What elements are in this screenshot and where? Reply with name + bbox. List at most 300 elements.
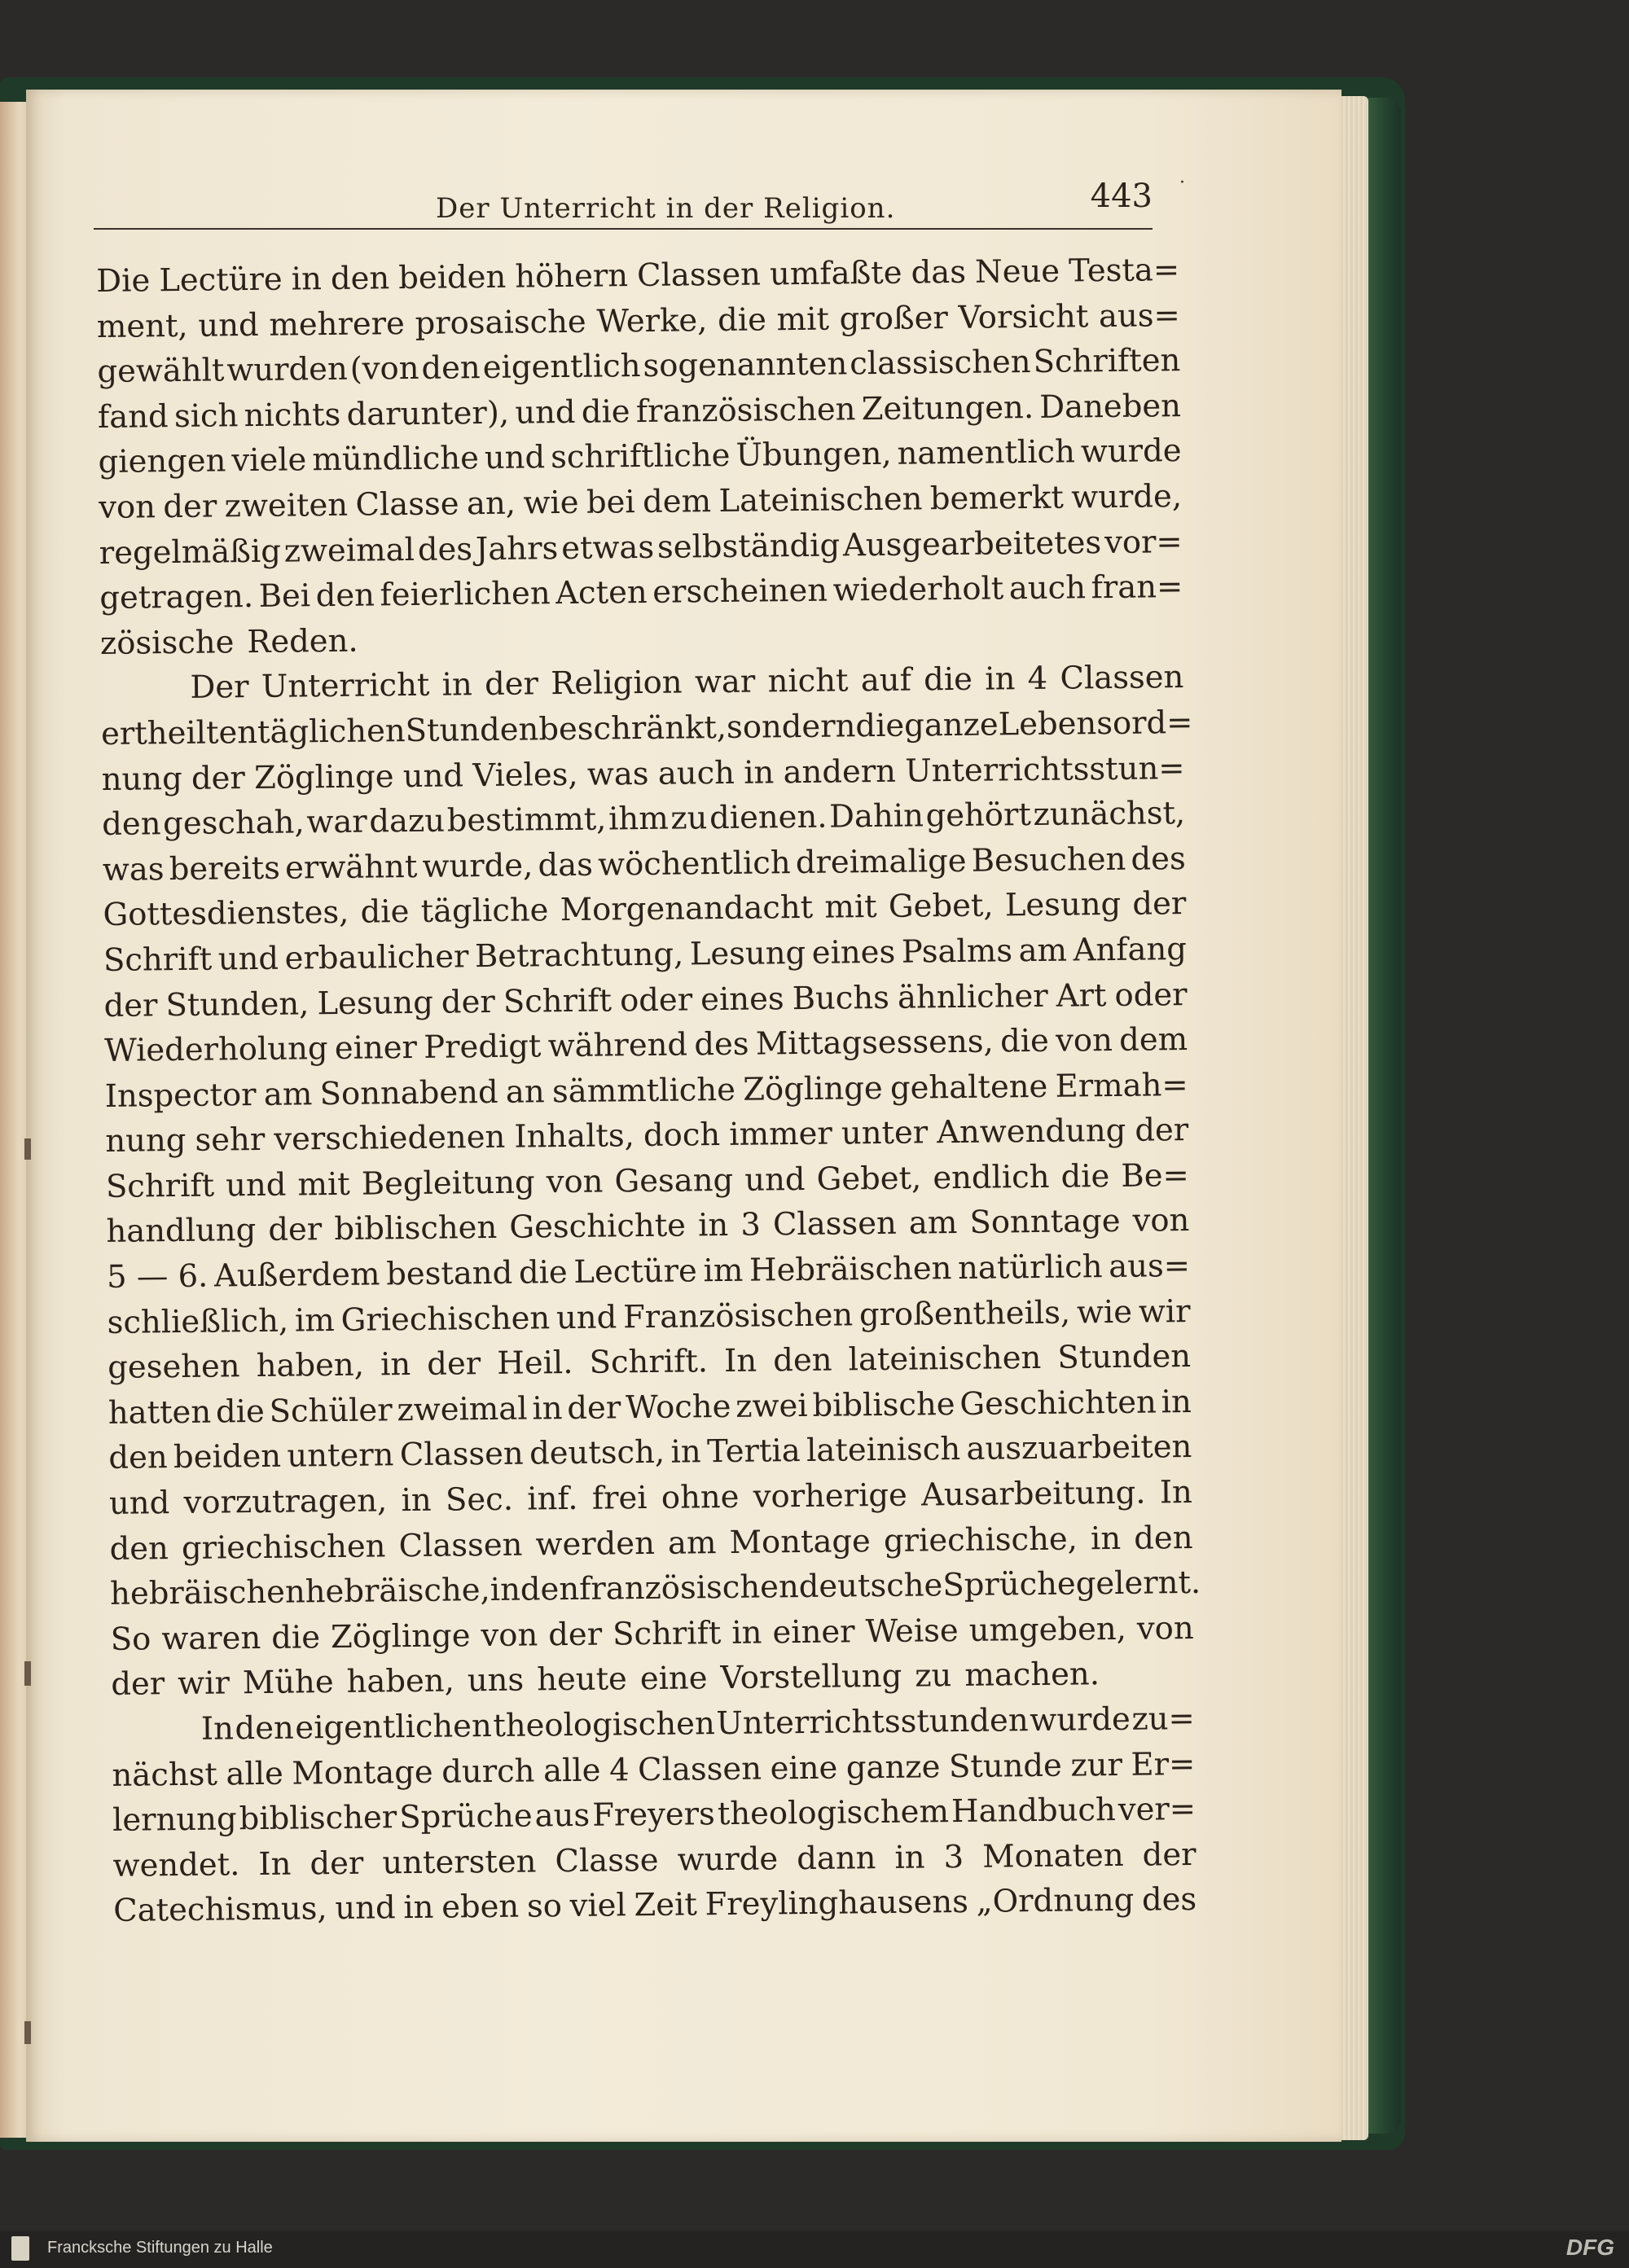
word: doch xyxy=(643,1116,721,1155)
word: in xyxy=(670,1433,701,1472)
word: Außerdem xyxy=(213,1256,380,1295)
word: eigentlichen xyxy=(295,1708,492,1747)
word: theologischem xyxy=(717,1793,950,1833)
footer-institution: Francksche Stiftungen zu Halle xyxy=(47,2239,273,2257)
word: frei xyxy=(591,1480,648,1517)
word: Classen xyxy=(636,256,762,295)
word: der xyxy=(163,488,217,526)
word: einer xyxy=(334,1029,418,1068)
word: in xyxy=(532,1389,563,1428)
word: Freylinghausens xyxy=(705,1884,969,1924)
word: biblischen xyxy=(334,1209,498,1248)
word: des xyxy=(1131,840,1186,878)
word: und xyxy=(484,439,546,477)
word: und xyxy=(402,757,464,795)
word: Handbuch xyxy=(951,1792,1116,1831)
word: die xyxy=(518,1254,568,1292)
word: zweimal xyxy=(283,531,415,570)
word: im xyxy=(294,1301,336,1340)
word: und xyxy=(217,940,279,978)
word: sogenannten xyxy=(643,345,848,385)
word: sondern xyxy=(726,708,856,746)
word: zwei xyxy=(735,1387,808,1425)
word: wurde xyxy=(677,1840,779,1879)
word: Begleitung xyxy=(361,1164,535,1203)
word: Zöglinge xyxy=(743,1069,883,1108)
running-head-mark: · xyxy=(1179,173,1185,193)
word: zur xyxy=(1070,1746,1123,1784)
word: dazu xyxy=(369,802,446,840)
word: was xyxy=(102,850,165,888)
word: in xyxy=(731,1614,762,1652)
word: Sprüche xyxy=(942,1565,1076,1604)
word: Sonnabend xyxy=(319,1073,498,1112)
word: griechische, xyxy=(883,1520,1078,1560)
word: Übungen, xyxy=(735,436,892,475)
word: von xyxy=(481,1617,538,1654)
word: am xyxy=(1018,932,1068,970)
word: getragen. xyxy=(99,578,254,617)
word: wurde, xyxy=(422,847,533,885)
word: großer xyxy=(839,299,949,338)
word: Unterrichtsstun= xyxy=(904,749,1185,790)
word: oder xyxy=(1114,976,1188,1014)
word: untersten xyxy=(382,1843,537,1882)
word: Classe xyxy=(355,485,459,524)
word: andern xyxy=(783,752,897,791)
word: zweiten xyxy=(224,486,349,525)
word: in xyxy=(697,1207,729,1244)
running-head-title: Der Unterricht in der Religion. xyxy=(436,192,896,225)
word: was xyxy=(586,755,649,793)
word: und xyxy=(198,306,259,344)
word: vorzutragen, xyxy=(183,1482,388,1521)
word: Er= xyxy=(1131,1745,1196,1783)
word: Lesung xyxy=(317,984,434,1022)
word: französischen xyxy=(635,391,856,430)
word: zunächst, xyxy=(1033,795,1186,834)
footer-bar xyxy=(0,2231,1629,2268)
word: der xyxy=(1132,885,1187,923)
word: am xyxy=(667,1524,717,1562)
word: und xyxy=(225,1166,287,1204)
word: der xyxy=(310,1845,364,1883)
word: endlich xyxy=(933,1158,1050,1197)
word: Geschichten xyxy=(959,1384,1157,1423)
word: wurde xyxy=(1030,1700,1131,1739)
word: untern xyxy=(287,1437,394,1476)
word: Schrift xyxy=(105,1167,215,1205)
word: erbaulicher xyxy=(284,938,469,977)
page-number: 443 xyxy=(1090,178,1153,215)
word: viel xyxy=(569,1887,627,1925)
word: Griechischen xyxy=(340,1299,551,1339)
word: gehört xyxy=(925,796,1032,835)
word: Sonntage xyxy=(969,1203,1121,1242)
word: am xyxy=(263,1075,313,1113)
book-binding xyxy=(1368,98,1401,2134)
word: zösische xyxy=(99,624,235,662)
word: viele xyxy=(231,441,307,480)
word: Der xyxy=(190,669,249,707)
word: wurden xyxy=(226,350,348,389)
word: darunter), xyxy=(346,394,510,433)
word: in xyxy=(291,261,323,298)
word: Buchs xyxy=(792,979,890,1017)
word: die xyxy=(923,661,973,699)
word: Neue xyxy=(974,252,1060,291)
word: Classen xyxy=(637,1750,762,1788)
word: Dahin xyxy=(828,797,924,836)
word: Schrift xyxy=(103,941,213,979)
word: Acten xyxy=(555,574,648,612)
word: des xyxy=(1141,1881,1197,1919)
word: bestand xyxy=(385,1254,513,1293)
word: Lesung xyxy=(689,934,806,973)
word: eines xyxy=(700,980,784,1018)
word: mit xyxy=(824,888,877,926)
word: Lectüre xyxy=(159,261,283,300)
word: Ausarbeitung. xyxy=(920,1474,1146,1514)
word: den xyxy=(773,1341,832,1380)
word: in xyxy=(401,1481,432,1520)
word: Unterrichtsstunden xyxy=(716,1702,1029,1743)
word: und xyxy=(335,1889,396,1928)
word: des xyxy=(417,530,473,568)
word: beschränkt, xyxy=(538,708,727,748)
word: bei xyxy=(586,484,635,521)
word: wendet. xyxy=(112,1846,240,1884)
word: Montage xyxy=(729,1522,872,1561)
word: verschiedenen xyxy=(274,1119,506,1159)
word: fran= xyxy=(1091,568,1183,607)
word: griechischen xyxy=(181,1527,386,1567)
word: der xyxy=(268,1211,323,1249)
word: in xyxy=(441,666,473,704)
word: der xyxy=(1142,1836,1197,1874)
word: lateinisch xyxy=(806,1431,961,1470)
word: von xyxy=(98,489,156,526)
word: haben, xyxy=(346,1662,455,1701)
word: In xyxy=(200,1710,235,1748)
word: Psalms xyxy=(901,932,1013,971)
word: Gottesdienstes, xyxy=(103,894,349,934)
word: So xyxy=(110,1621,151,1658)
word: höhern xyxy=(515,257,629,296)
word: Lesung xyxy=(1004,886,1122,924)
running-head xyxy=(94,178,1153,230)
word: während xyxy=(547,1026,688,1065)
word: classischen xyxy=(850,344,1031,383)
word: den xyxy=(421,349,481,388)
word: mündliche xyxy=(312,440,480,479)
word: einer xyxy=(772,1613,855,1652)
word: Die xyxy=(96,262,151,300)
word: ihm xyxy=(608,800,669,838)
word: 5 — 6. xyxy=(106,1257,209,1296)
word: werden xyxy=(535,1524,656,1564)
word: Lectüre xyxy=(573,1252,698,1291)
word: Reden. xyxy=(247,622,358,660)
word: Inhalts, xyxy=(514,1117,635,1156)
word: namentlich xyxy=(897,433,1076,473)
word: der xyxy=(484,665,539,704)
word: Ausgearbeitetes xyxy=(842,524,1102,564)
word: ment, xyxy=(96,307,188,345)
word: Wiederholung xyxy=(103,1030,328,1070)
word: natürlich xyxy=(957,1248,1103,1288)
word: beiden xyxy=(398,258,507,297)
word: der xyxy=(103,986,158,1024)
word: waren xyxy=(161,1619,261,1658)
word: Werke, xyxy=(596,301,708,340)
word: von xyxy=(1136,1609,1194,1647)
word: (von xyxy=(349,350,419,388)
word: Sec. xyxy=(445,1481,514,1519)
word: haben, xyxy=(256,1346,365,1385)
word: war xyxy=(694,663,756,701)
word: den xyxy=(520,1571,580,1608)
word: 4 xyxy=(1027,660,1048,698)
word: deutsch, xyxy=(529,1434,665,1472)
word: deutsche xyxy=(798,1567,943,1606)
word: Woche xyxy=(625,1388,731,1427)
word: ähnlicher xyxy=(897,977,1048,1016)
word: die xyxy=(360,893,410,931)
word: wöchentlich xyxy=(597,844,791,884)
word: regelmäßig xyxy=(99,533,282,572)
word: vor= xyxy=(1104,523,1183,561)
margin-mark xyxy=(24,2021,31,2044)
word: Classen xyxy=(1060,659,1184,697)
word: des xyxy=(694,1025,749,1064)
word: von xyxy=(1132,1202,1190,1240)
word: Französischen xyxy=(622,1296,854,1336)
word: uns xyxy=(467,1662,525,1700)
word: ver= xyxy=(1117,1791,1197,1829)
word: Religion xyxy=(551,664,683,703)
word: Freyers xyxy=(591,1796,716,1834)
word: Gebet, xyxy=(816,1160,922,1198)
word: ganze xyxy=(845,1748,941,1787)
word: den xyxy=(102,805,161,844)
word: Zöglinge xyxy=(253,757,394,796)
word: Anwendung xyxy=(937,1112,1126,1152)
word: alle xyxy=(542,1752,601,1789)
word: In xyxy=(1159,1474,1193,1511)
word: wie xyxy=(523,484,579,522)
word: nung xyxy=(105,1122,187,1160)
word: dienen. xyxy=(709,798,828,837)
word: Vorsicht xyxy=(958,297,1089,336)
word: die xyxy=(717,300,767,339)
word: Mühe xyxy=(242,1664,334,1702)
word: Montage xyxy=(292,1753,433,1792)
word: zu xyxy=(914,1657,952,1695)
word: Art xyxy=(1056,976,1107,1015)
word: der xyxy=(427,1345,481,1384)
word: Classen xyxy=(772,1205,898,1244)
word: Vieles, xyxy=(472,756,578,794)
word: das xyxy=(538,846,594,884)
word: wurde xyxy=(1080,432,1182,471)
word: der xyxy=(191,759,246,797)
word: Unterricht xyxy=(261,667,430,706)
word: alle xyxy=(226,1755,284,1793)
word: feierlichen xyxy=(380,575,551,614)
word: 3 xyxy=(740,1206,762,1244)
word: prosaische xyxy=(415,303,586,342)
institution-logo-icon xyxy=(11,2236,29,2261)
word: französischen xyxy=(578,1568,799,1608)
footer-dfg-logo: DFG xyxy=(1565,2235,1614,2260)
word: den xyxy=(108,1439,168,1477)
word: Sprüche xyxy=(399,1797,533,1836)
word: Testa= xyxy=(1068,252,1180,290)
word: den xyxy=(1134,1519,1193,1557)
word: hatten xyxy=(108,1393,212,1432)
word: dann xyxy=(796,1839,876,1877)
word: theologischen xyxy=(493,1705,715,1744)
word: mehrere xyxy=(269,305,406,344)
word: umgeben, xyxy=(968,1610,1127,1649)
word: auf xyxy=(860,661,912,700)
word: heute xyxy=(536,1660,628,1699)
word: das xyxy=(911,253,967,292)
word: In xyxy=(723,1342,757,1380)
word: 3 xyxy=(943,1838,964,1875)
word: eine xyxy=(639,1660,708,1698)
body-text xyxy=(96,248,1201,1934)
word: gewählt xyxy=(97,352,225,391)
word: beiden xyxy=(173,1438,282,1476)
word: Zeit xyxy=(634,1886,698,1924)
word: ganze xyxy=(903,706,999,744)
word: Daneben xyxy=(1039,387,1182,426)
word: in xyxy=(403,1889,434,1927)
word: aus= xyxy=(1098,296,1181,335)
word: biblischer xyxy=(239,1799,397,1838)
word: bemerkt xyxy=(929,479,1065,518)
word: gesehen xyxy=(108,1348,240,1387)
word: wurde, xyxy=(1071,478,1183,516)
word: auch xyxy=(1008,569,1087,608)
margin-mark xyxy=(24,1138,31,1160)
word: wir xyxy=(1138,1292,1191,1331)
word: eigentlich xyxy=(482,348,641,387)
word: geschah, xyxy=(162,804,305,843)
word: 4 xyxy=(608,1751,630,1789)
word: den xyxy=(235,1709,295,1748)
word: die xyxy=(855,707,905,745)
word: Gesang xyxy=(614,1161,734,1200)
word: in xyxy=(1161,1383,1192,1421)
word: machen. xyxy=(964,1656,1100,1695)
word: an xyxy=(505,1073,545,1111)
word: am xyxy=(908,1204,958,1243)
word: Geschichte xyxy=(509,1207,687,1247)
word: Stunden xyxy=(405,711,539,749)
word: Besuchen xyxy=(971,840,1126,880)
word: und xyxy=(744,1160,806,1199)
word: an, xyxy=(466,485,516,523)
word: durch xyxy=(441,1753,535,1791)
word: Jahrs xyxy=(475,529,559,568)
word: Anfang xyxy=(1073,930,1188,969)
word: im xyxy=(703,1252,744,1290)
word: eben xyxy=(441,1889,520,1927)
word: Lateinischen xyxy=(718,480,923,520)
word: handlung xyxy=(106,1212,257,1251)
margin-mark xyxy=(24,1661,31,1686)
word: den xyxy=(330,260,390,297)
word: dreimalige xyxy=(795,842,967,881)
word: fand xyxy=(97,397,169,436)
word: war xyxy=(306,803,367,841)
word: mit xyxy=(776,300,830,338)
word: Weise xyxy=(865,1612,959,1651)
word: sich xyxy=(173,397,239,435)
word: inf. xyxy=(527,1480,578,1518)
word: der xyxy=(111,1665,165,1704)
word: Inspector xyxy=(104,1076,257,1115)
word: hebräischen xyxy=(109,1573,305,1613)
word: in xyxy=(490,1571,521,1609)
word: die xyxy=(999,1022,1050,1060)
word: dem xyxy=(1118,1021,1188,1059)
word: lernung xyxy=(112,1801,237,1840)
word: selbständig xyxy=(656,527,841,566)
word: gelernt. xyxy=(1075,1564,1201,1603)
word: Classen xyxy=(398,1526,523,1564)
word: sämmtliche xyxy=(551,1071,736,1110)
word: der xyxy=(441,983,495,1021)
word: zweimal xyxy=(397,1390,528,1429)
word: der xyxy=(1135,1112,1189,1149)
word: Catechismus, xyxy=(113,1890,327,1930)
word: die xyxy=(215,1393,265,1431)
word: eines xyxy=(811,933,896,972)
word: die xyxy=(271,1619,321,1656)
word: der xyxy=(567,1389,621,1427)
word: eine xyxy=(770,1749,838,1788)
word: Classen xyxy=(399,1436,524,1474)
word: täglichen xyxy=(257,712,406,751)
word: Monaten xyxy=(981,1836,1124,1875)
word: zu= xyxy=(1131,1700,1196,1738)
word: Zöglinge xyxy=(330,1617,471,1656)
word: etwas xyxy=(560,529,655,567)
word: Betrachtung, xyxy=(474,936,684,976)
word: und xyxy=(515,393,576,432)
word: zu xyxy=(670,800,708,837)
word: aus xyxy=(534,1796,591,1835)
word: Schrift xyxy=(503,981,613,1020)
word: erwähnt xyxy=(284,848,418,887)
word: und xyxy=(108,1485,170,1522)
word: Schrift xyxy=(612,1614,722,1653)
word: den xyxy=(315,577,375,615)
word: „Ordnung xyxy=(976,1882,1135,1921)
word: wie xyxy=(1076,1293,1133,1331)
word: wiederholt xyxy=(832,570,1004,609)
word: auch xyxy=(657,754,735,792)
word: biblische xyxy=(812,1385,955,1424)
word: schließlich, xyxy=(107,1302,289,1341)
word: in xyxy=(1090,1520,1122,1557)
word: nichts xyxy=(244,396,341,434)
word: giengen xyxy=(98,442,226,481)
